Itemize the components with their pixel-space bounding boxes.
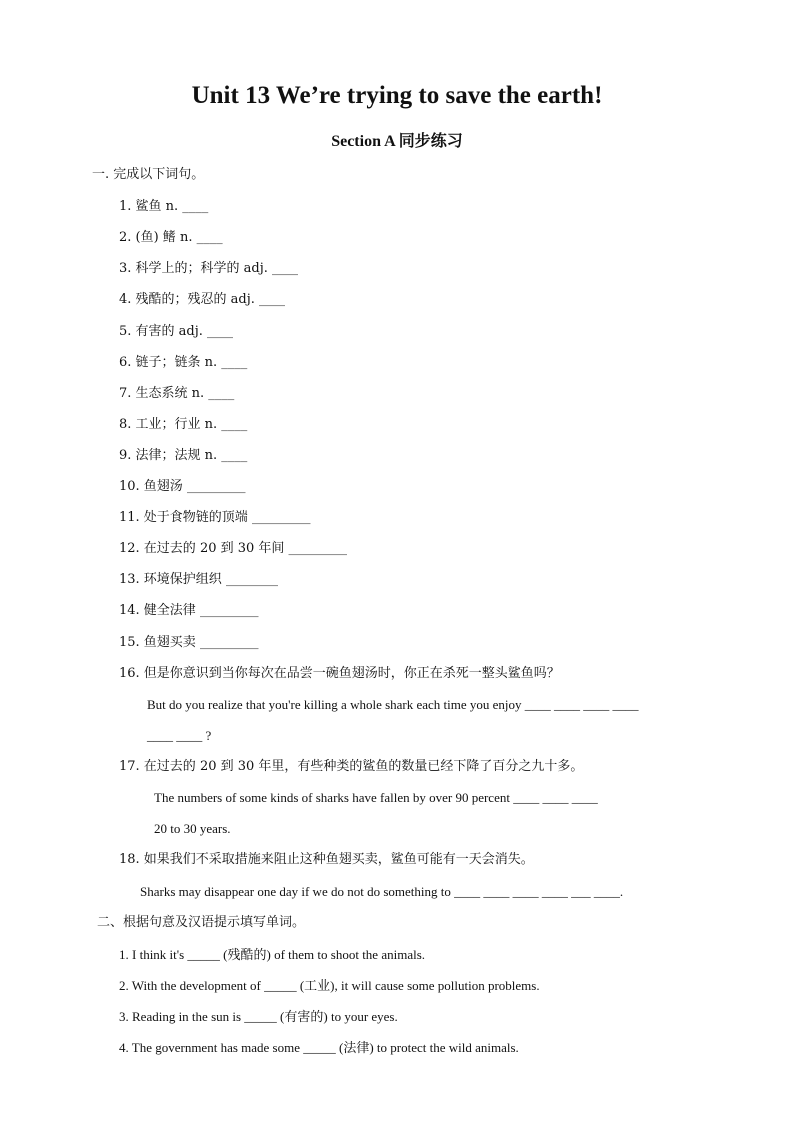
section-heading-1: 一. 完成以下词句。 [92,167,205,182]
list-item: 18. 如果我们不采取措施来阻止这种鱼翅买卖，鲨鱼可能有一天会消失。 [119,852,534,867]
list-item: 6. 链子；链条 n. ____ [119,355,248,370]
list-item: 17. 在过去的 20 到 30 年里，有些种类的鲨鱼的数量已经下降了百分之九十多。 [119,759,584,774]
section-heading-2: 二、根据句意及汉语提示填写单词。 [97,915,306,930]
list-item: 3. 科学上的；科学的 adj. ____ [119,261,299,276]
list-item: 2. (鱼) 鳍 n. ____ [119,230,223,245]
translation-line: The numbers of some kinds of sharks have fallen by over 90 percent ____ ____ ____ [154,790,598,805]
list-item: 11. 处于食物链的顶端 _________ [119,510,311,525]
list-item: 4. The government has made some _____ (法律) to protect the wild animals. [119,1040,519,1055]
page-title: Unit 13 We’re trying to save the earth! [191,82,603,109]
list-item: 9. 法律；法规 n. ____ [119,448,248,463]
list-item: 5. 有害的 adj. ____ [119,324,234,339]
list-item: 10. 鱼翅汤 _________ [119,479,246,494]
list-item: 2. With the development of _____ (工业), it will cause some pollution problems. [119,978,540,993]
list-item: 13. 环境保护组织 ________ [119,572,278,587]
translation-line: ____ ____ ? [147,728,212,743]
list-item: 7. 生态系统 n. ____ [119,386,235,401]
translation-line: But do you realize that you're killing a whole shark each time you enjoy ____ ____ ____ ____ [147,697,639,712]
list-item: 1. I think it's _____ (残酷的) of them to shoot the animals. [119,947,426,962]
list-item: 1. 鲨鱼 n. ____ [119,199,209,214]
list-item: 4. 残酷的；残忍的 adj. ____ [119,292,286,307]
list-item: 12. 在过去的 20 到 30 年间 _________ [119,541,348,556]
list-item: 14. 健全法律 _________ [119,603,259,618]
list-item: 8. 工业；行业 n. ____ [119,417,248,432]
list-item: 16. 但是你意识到当你每次在品尝一碗鱼翅汤时，你正在杀死一整头鲨鱼吗？ [119,666,560,681]
translation-line: 20 to 30 years. [154,821,231,836]
page-subtitle: Section A 同步练习 [331,133,463,150]
list-item: 15. 鱼翅买卖 _________ [119,635,259,650]
translation-line: Sharks may disappear one day if we do not do something to ____ ____ ____ ____ ___ ____. [140,884,624,899]
list-item: 3. Reading in the sun is _____ (有害的) to your eyes. [119,1009,398,1024]
